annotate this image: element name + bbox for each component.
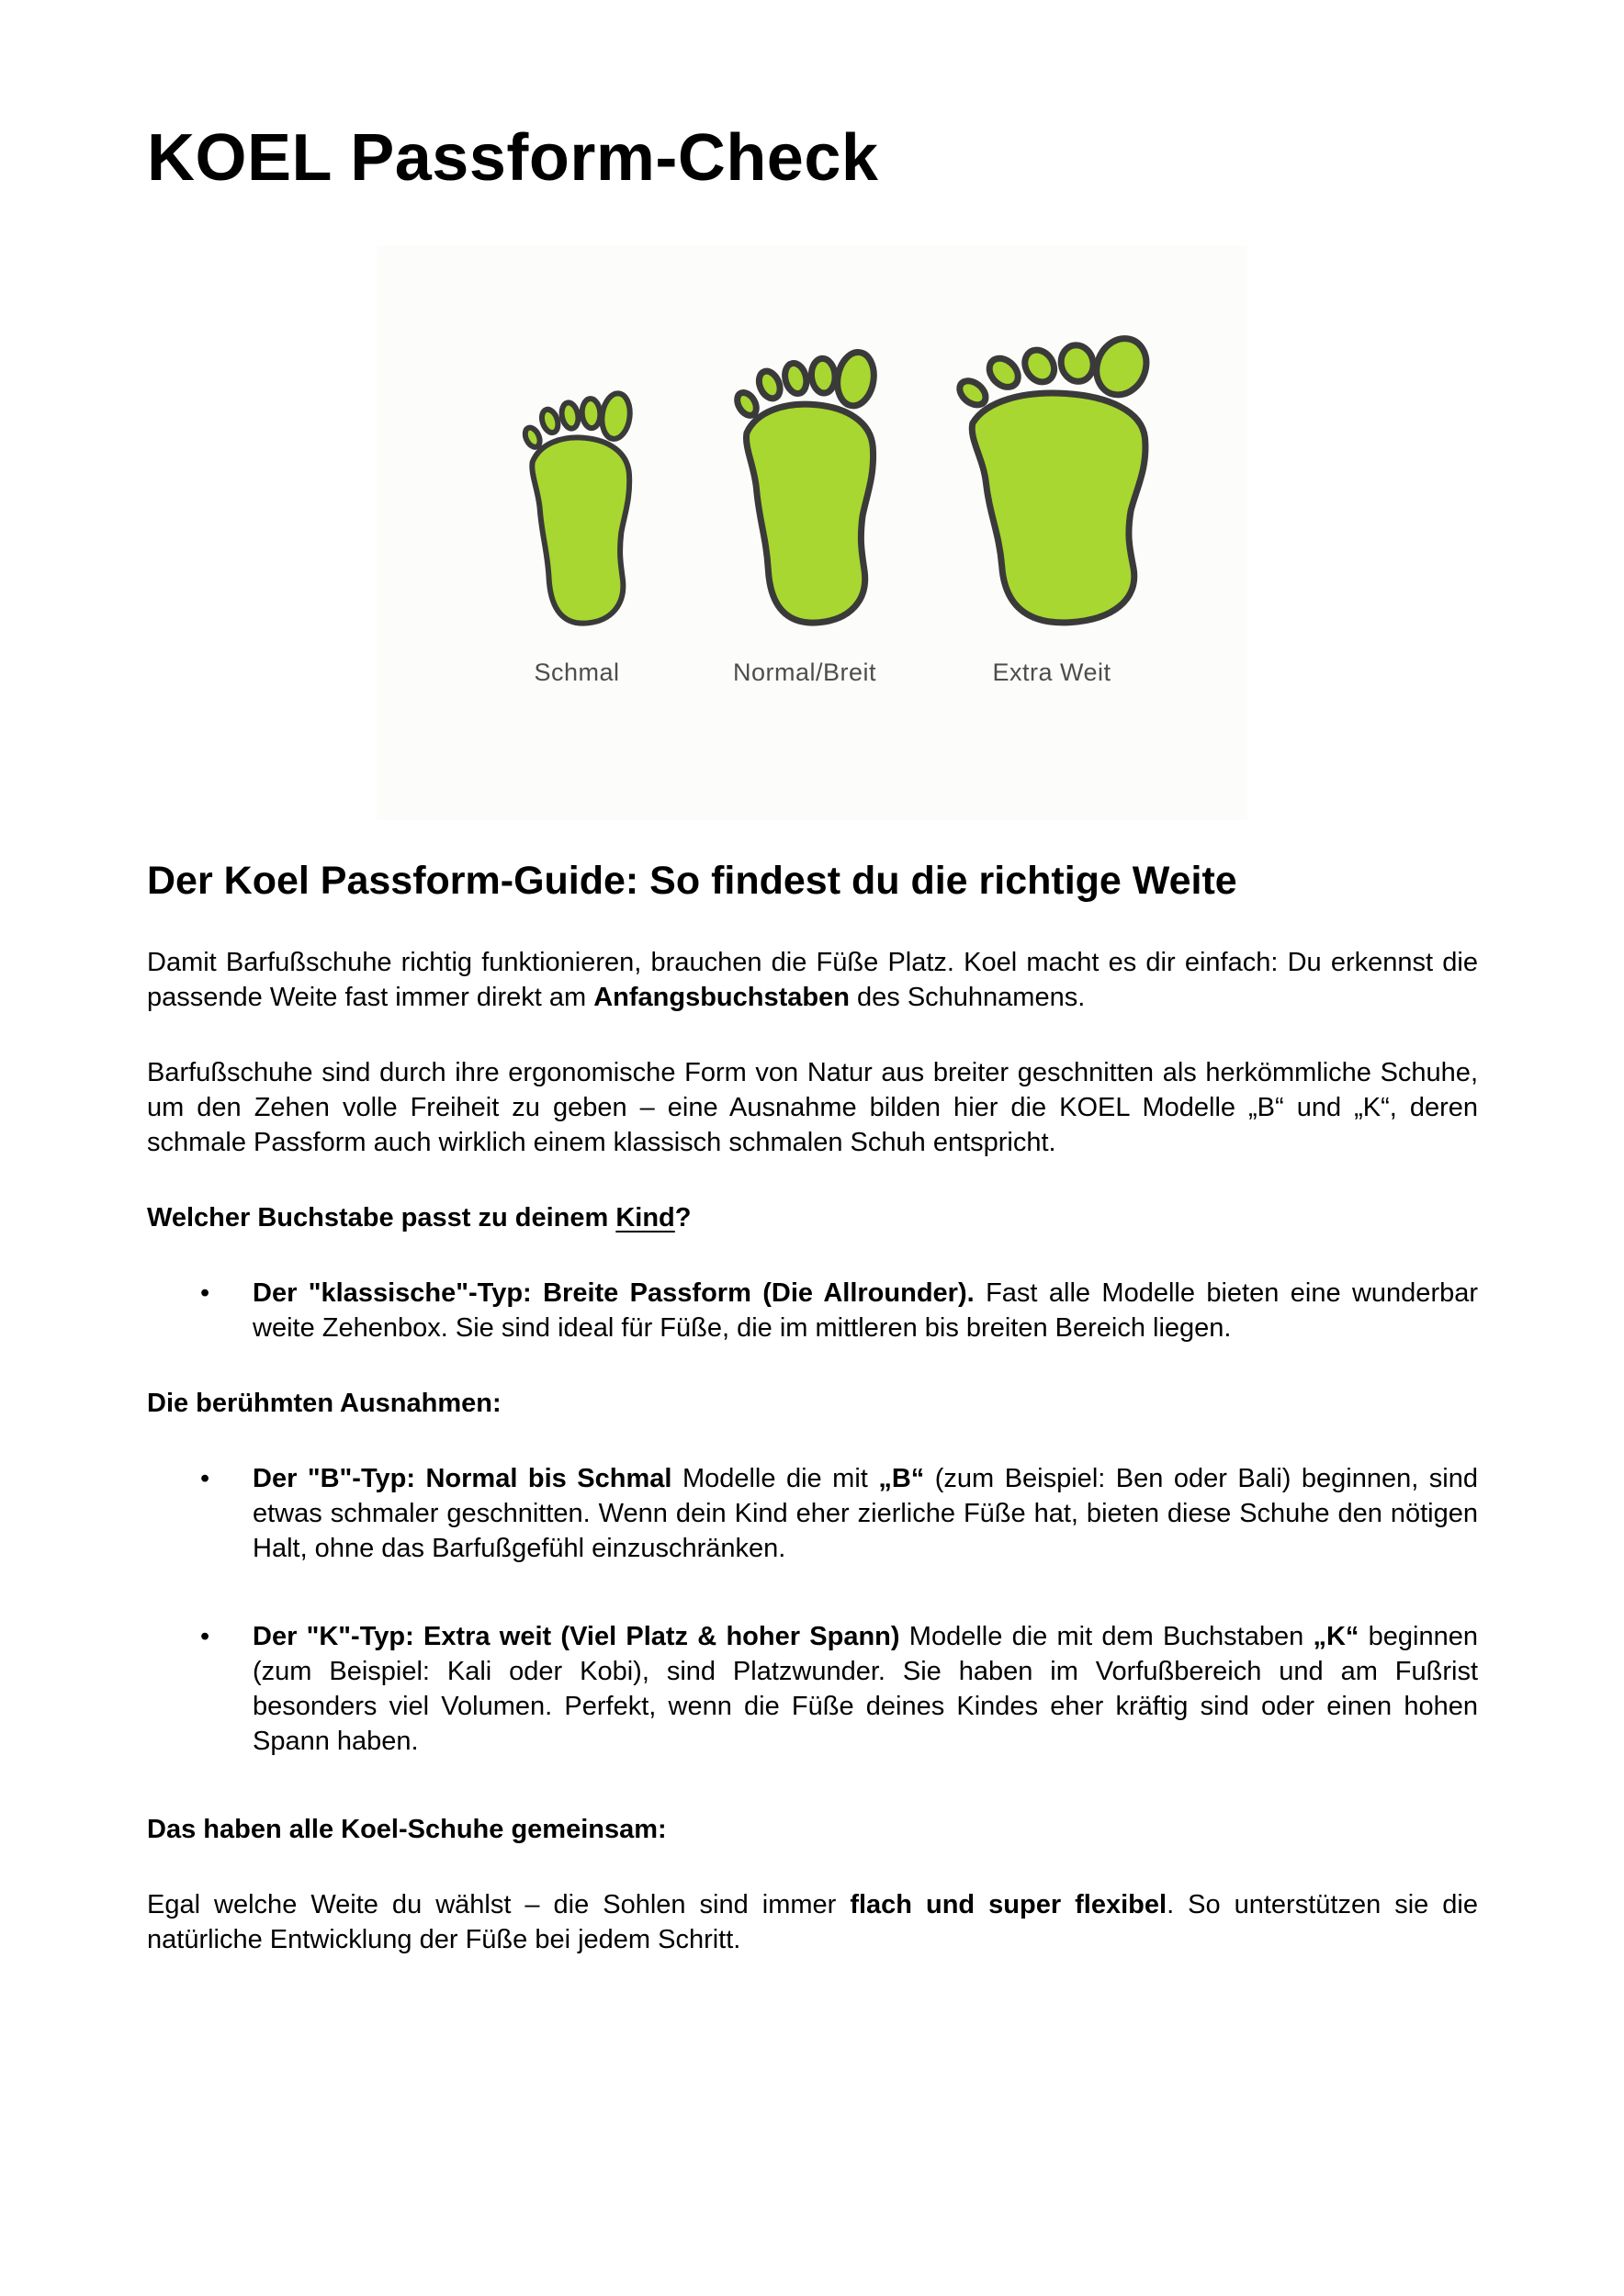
- outro-text-pre: Egal welche Weite du wählst – die Sohlen sind immer: [147, 1890, 851, 1919]
- ergonomic-paragraph: Barfußschuhe sind durch ihre ergonomische Form von Natur aus breiter geschnitten als herkömmliche Schuhe, um den Zehen volle Freiheit zu geben – eine Ausnahme bilden hier die KOEL Modelle „B“ und „K“, deren schmale Passform auch wirklich einem klassisch schmalen Schuh entspricht.: [147, 1058, 1478, 1157]
- foot-width-figure: [377, 246, 1247, 820]
- intro-text-post: des Schuhnamens.: [849, 983, 1086, 1012]
- outro-paragraph: [147, 1887, 1478, 1957]
- foot-label-schmal: Schmal: [534, 658, 620, 686]
- list-item-classic-type: [253, 1276, 1478, 1345]
- outro-text-bold: flach und super flexibel: [850, 1890, 1167, 1919]
- exceptions-list: [147, 1461, 1478, 1759]
- classic-type-list: [147, 1276, 1478, 1345]
- question-heading: [147, 1200, 1478, 1235]
- list-item-b-type: [253, 1461, 1478, 1566]
- intro-text-pre: Damit Barfußschuhe richtig funktionieren, brauchen die Füße Platz. Koel macht es dir einfach: Du erkennst die passende Weite fast immer direkt am: [147, 948, 1478, 1012]
- list-item-k-type: [253, 1619, 1478, 1759]
- b-type-bold-lead: Der "B"-Typ: Normal bis Schmal: [253, 1464, 672, 1493]
- foot-label-normal-breit: Normal/Breit: [732, 658, 877, 686]
- foot-variant-normal-breit: [733, 351, 876, 687]
- foot-label-extra-weit: Extra Weit: [992, 658, 1111, 686]
- intro-paragraph: [147, 945, 1478, 1015]
- question-text-post: ?: [674, 1203, 692, 1232]
- page-title: KOEL Passform-Check: [147, 121, 879, 195]
- exceptions-heading: Die berühmten Ausnahmen:: [147, 1389, 502, 1418]
- question-text-underlined: Kind: [615, 1203, 675, 1232]
- k-type-rest: beginnen (zum Beispiel: Kali oder Kobi), sind Platzwunder. Sie haben im Vorfußbereich und am Fußrist besonders viel Volumen. Perfekt, wenn die Füße deines Kindes eher kräftig sind oder einen hohen Spann haben.: [253, 1622, 1479, 1756]
- footprint-wide-icon: [958, 337, 1146, 626]
- b-type-mid: Modelle die mit: [671, 1464, 879, 1493]
- guide-heading: Der Koel Passform-Guide: So findest du die richtige Weite: [147, 859, 1237, 903]
- foot-variant-schmal: [524, 392, 630, 687]
- classic-type-text: Fast alle Modelle bieten eine wunderbar weite Zehenbox. Sie sind ideal für Füße, die im mittleren bis breiten Bereich liegen.: [253, 1278, 1479, 1343]
- question-text-pre: Welcher Buchstabe passt zu deinem: [147, 1203, 616, 1232]
- k-type-mid: Modelle die mit dem Buchstaben: [899, 1622, 1314, 1651]
- b-type-rest: (zum Beispiel: Ben oder Bali) beginnen, sind etwas schmaler geschnitten. Wenn dein Kind eher zierliche Füße hat, bieten diese Schuhe den nötigen Halt, ohne das Barfußgefühl einzuschränken.: [253, 1464, 1479, 1563]
- footprint-medium-icon: [736, 351, 874, 626]
- footprint-narrow-icon: [524, 392, 630, 626]
- b-type-bold-letter: „B“: [878, 1464, 925, 1493]
- intro-text-bold: Anfangsbuchstaben: [593, 983, 850, 1012]
- common-heading: Das haben alle Koel-Schuhe gemeinsam:: [147, 1815, 667, 1844]
- classic-type-bold: Der "klassische"-Typ: Breite Passform (Die Allrounder).: [253, 1278, 975, 1308]
- outro-text-post: . So unterstützen sie die natürliche Entwicklung der Füße bei jedem Schritt.: [147, 1890, 1478, 1954]
- k-type-bold-lead: Der "K"-Typ: Extra weit (Viel Platz & hoher Spann): [253, 1622, 900, 1651]
- k-type-bold-letter: „K“: [1313, 1622, 1359, 1651]
- foot-variant-extra-weit: [958, 337, 1146, 687]
